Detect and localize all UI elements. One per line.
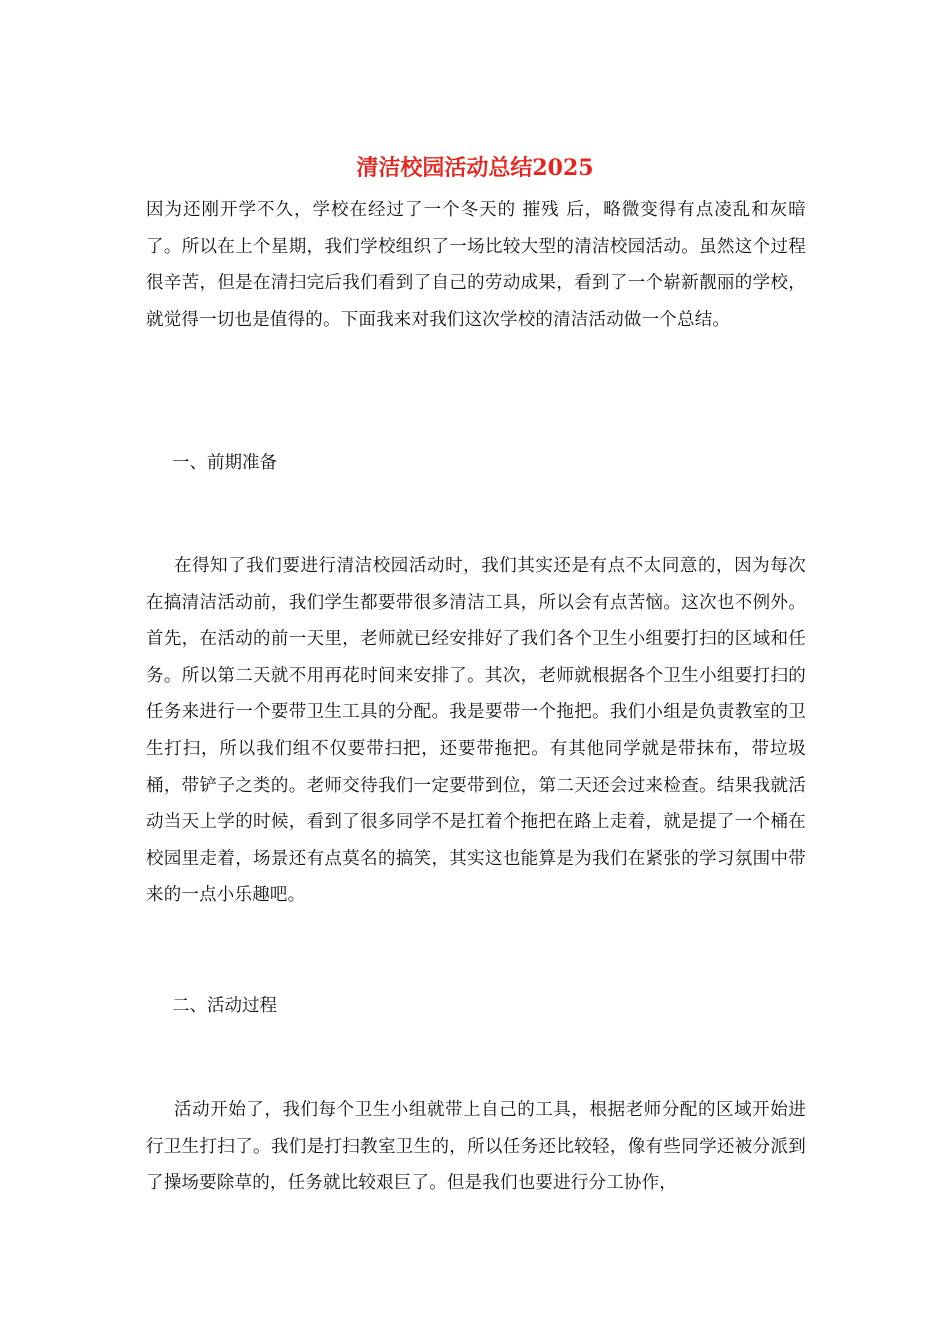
section-heading-process: 二、活动过程	[172, 996, 277, 1016]
section-heading-preparation: 一、前期准备	[172, 453, 277, 473]
section-body-preparation: 在得知了我们要进行清洁校园活动时，我们其实还是有点不太同意的，因为每次在搞清洁活动前，我们学生都要带很多清洁工具，所以会有点苦恼。这次也不例外。首先，在活动的前一天里，老师就已经安排好了我们各个卫生小组要打扫的区域和任务。所以第二天就不用再花时间来安排了。其次，老师就根据各个卫生小组要打扫的任务来进行一个要带卫生工具的分配。我是要带一个拖把。我们小组是负责教室的卫生打扫，所以我们组不仅要带扫把，还要带拖把。有其他同学就是带抹布，带垃圾桶，带铲子之类的。老师交待我们一定要带到位，第二天还会过来检查。结果我就活动当天上学的时候，看到了很多同学不是扛着个拖把在路上走着，就是提了一个桶在校园里走着，场景还有点莫名的搞笑，其实这也能算是为我们在紧张的学习氛围中带来的一点小乐趣吧。	[146, 556, 806, 906]
intro-paragraph: 因为还刚开学不久，学校在经过了一个冬天的 摧残 后，略微变得有点凌乱和灰暗了。所以在上个星期，我们学校组织了一场比较大型的清洁校园活动。虽然这个过程很辛苦，但是在清扫完后我们看到了自己的劳动成果，看到了一个崭新靓丽的学校，就觉得一切也是值得的。下面我来对我们这次学校的清洁活动做一个总结。	[146, 200, 806, 330]
section-body-process: 活动开始了，我们每个卫生小组就带上自己的工具，根据老师分配的区域开始进行卫生打扫了。我们是打扫教室卫生的，所以任务还比较轻，像有些同学还被分派到了操场要除草的，任务就比较艰巨了。但是我们也要进行分工协作，	[146, 1100, 806, 1194]
document-title: 清洁校园活动总结2025	[356, 155, 594, 181]
